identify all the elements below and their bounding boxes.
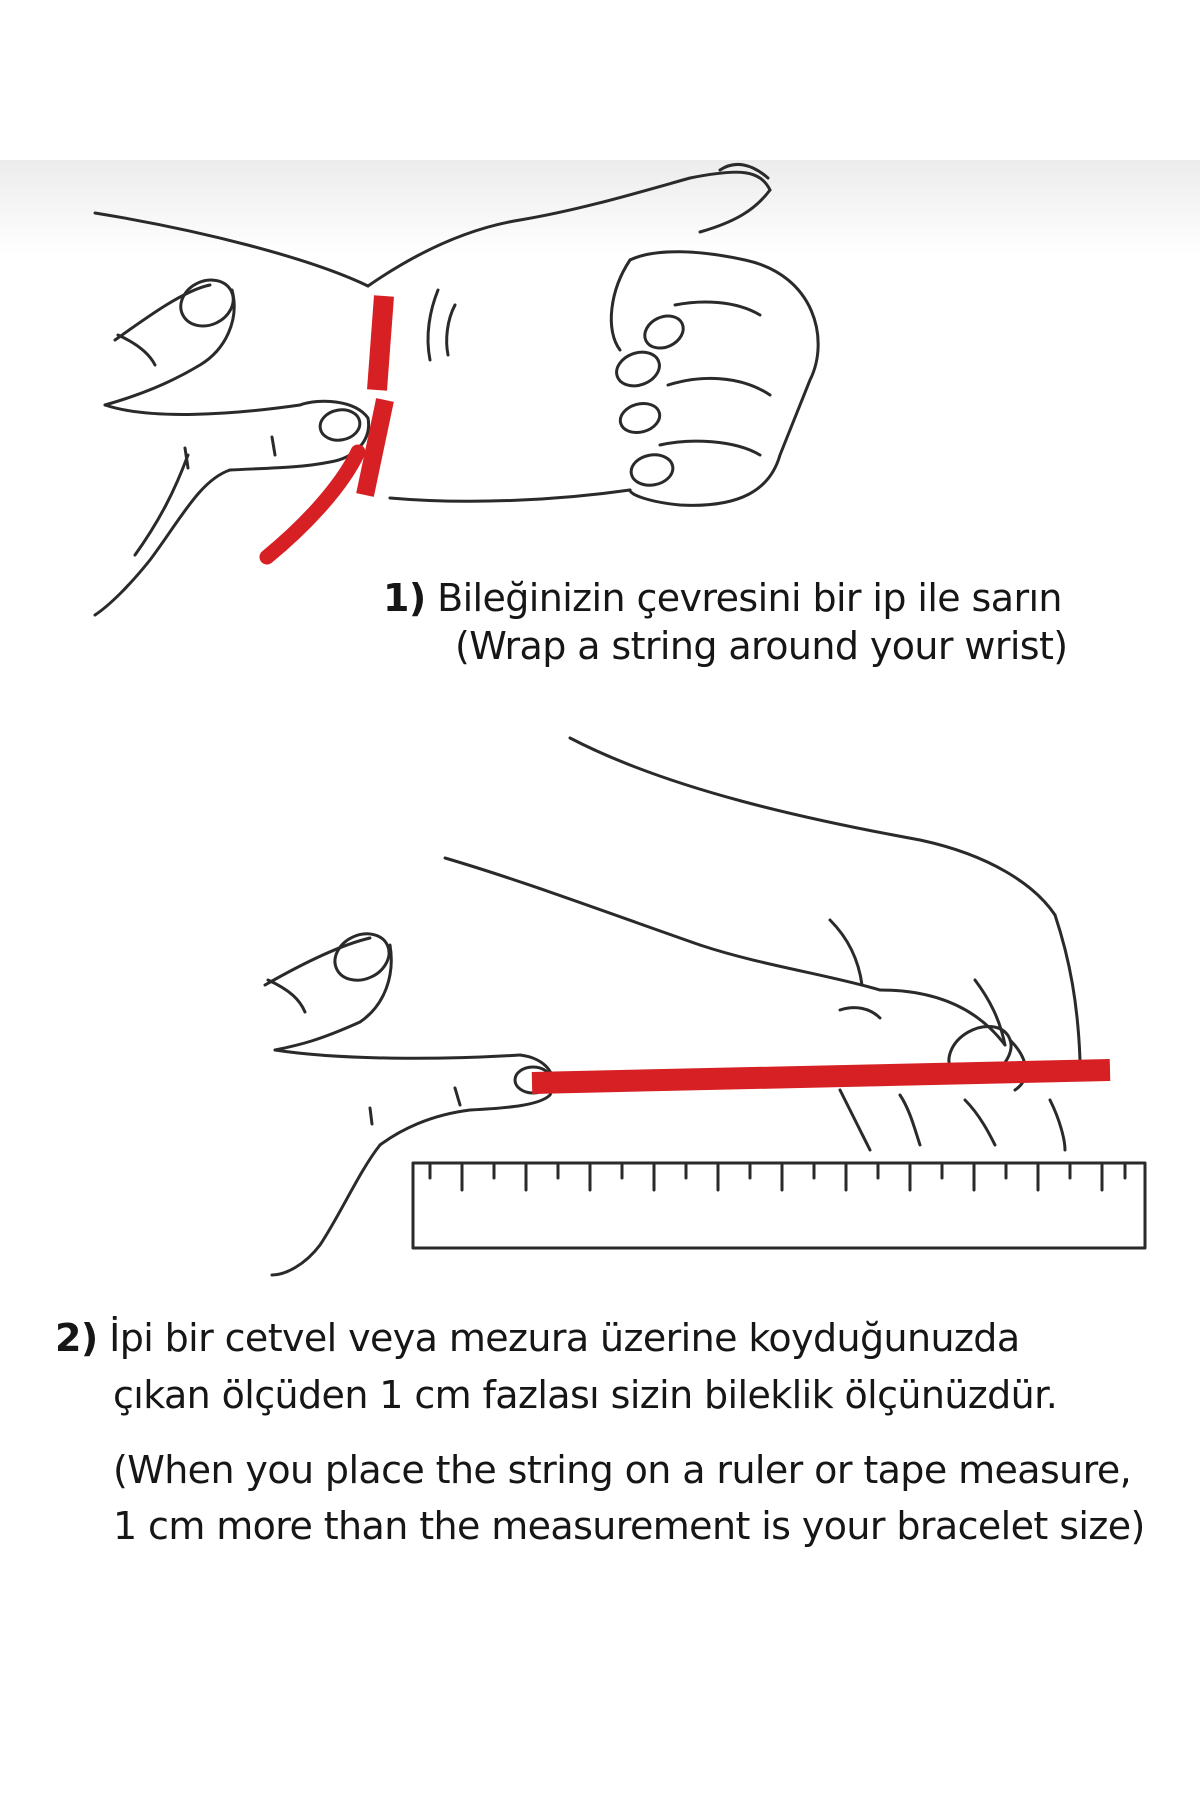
step1-text-en: (Wrap a string around your wrist) (455, 624, 1068, 668)
string-icon (532, 1070, 1110, 1083)
pointing-hand-icon (265, 925, 553, 1275)
step1-instruction-tr (383, 574, 1062, 622)
step1-text-tr: Bileğinizin çevresini bir ip ile sarın (437, 576, 1062, 620)
step2-text-en-line1: (When you place the string on a ruler or tape measure, (113, 1448, 1132, 1492)
step2-text-en-line2: 1 cm more than the measurement is your bracelet size) (113, 1504, 1145, 1548)
ruler-icon (413, 1163, 1145, 1248)
string-measure-illustration (265, 738, 1145, 1275)
step2-number: 2) (55, 1316, 98, 1360)
step2-instruction-tr (55, 1314, 1020, 1362)
step1-number: 1) (383, 576, 426, 620)
step2-text-tr-line2: çıkan ölçüden 1 cm fazlası sizin bileklik ölçünüzdür. (113, 1373, 1058, 1417)
pinching-hand-icon (95, 272, 369, 615)
step2-text-tr-line1: İpi bir cetvel veya mezura üzerine koyduğunuzda (109, 1316, 1020, 1360)
fist-icon (95, 164, 818, 505)
wrist-wrap-illustration (95, 164, 818, 615)
